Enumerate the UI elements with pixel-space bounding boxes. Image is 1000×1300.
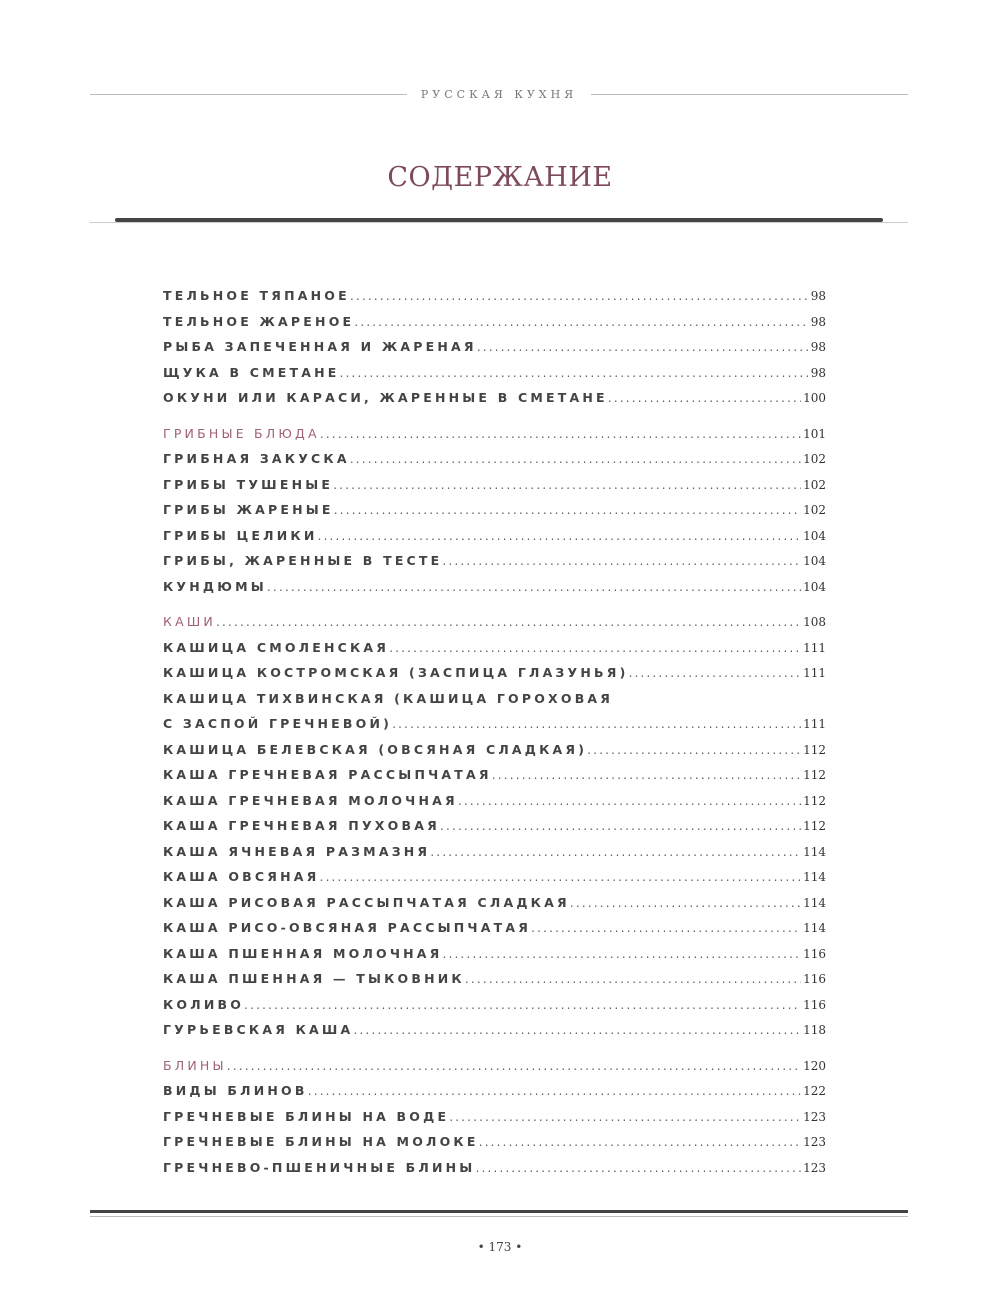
toc-entry[interactable] (163, 502, 826, 528)
dot-leader (475, 1160, 801, 1175)
entry-page: 112 (803, 742, 826, 757)
toc-entry[interactable] (163, 451, 826, 477)
dot-leader (430, 844, 801, 859)
toc-entry[interactable] (163, 946, 826, 972)
entry-page: 123 (803, 1135, 826, 1149)
entry-title: БЛИНЫ (163, 1057, 227, 1073)
entry-page: 123 (803, 1109, 826, 1124)
dot-leader (320, 426, 801, 441)
toc-entry[interactable] (163, 1160, 826, 1186)
toc-entry[interactable] (163, 314, 826, 340)
dot-leader (479, 1134, 802, 1149)
entry-page: 114 (803, 921, 826, 935)
running-head-text: РУССКАЯ КУХНЯ (420, 88, 578, 101)
entry-title: КАША ГРЕЧНЕВАЯ ПУХОВАЯ (163, 818, 440, 833)
toc-entry[interactable] (163, 665, 826, 691)
entry-page: 112 (803, 768, 826, 782)
dot-leader (628, 665, 801, 680)
entry-page: 111 (803, 717, 826, 731)
entry-page: 100 (803, 391, 826, 405)
dot-leader (477, 339, 809, 354)
dot-leader (389, 640, 801, 655)
toc-entry[interactable] (163, 1083, 826, 1109)
page-number: • 173 • (477, 1240, 523, 1254)
entry-title: КАША ПШЕННАЯ — ТЫКОВНИК (163, 971, 465, 986)
toc-entry[interactable] (163, 640, 826, 666)
entry-title: КАША ЯЧНЕВАЯ РАЗМАЗНЯ (163, 843, 431, 859)
entry-title: ТЕЛЬНОЕ ЖАРЕНОЕ (163, 313, 355, 329)
entry-page: 108 (803, 615, 826, 629)
entry-page: 104 (803, 554, 826, 568)
entry-page: 118 (803, 1023, 826, 1037)
entry-title: КАША ГРЕЧНЕВАЯ РАССЫПЧАТАЯ (163, 767, 492, 782)
entry-page: 112 (803, 819, 826, 833)
running-head (90, 88, 908, 101)
entry-page: 98 (810, 340, 826, 354)
dot-leader (354, 314, 808, 329)
toc-entry[interactable] (163, 971, 826, 997)
entry-title: ГРЕЧНЕВО-ПШЕНИЧНЫЕ БЛИНЫ (163, 1159, 476, 1175)
divider (90, 1216, 908, 1217)
dot-leader (244, 997, 801, 1012)
entry-page: 116 (803, 946, 826, 961)
dot-leader (317, 528, 801, 543)
entry-title: КАШИЦА ТИХВИНСКАЯ (КАШИЦА ГОРОХОВАЯ (163, 690, 614, 706)
dot-leader (570, 895, 801, 910)
toc-entry[interactable] (163, 818, 826, 844)
entry-title: КАША РИСОВАЯ РАССЫПЧАТАЯ СЛАДКАЯ (163, 894, 570, 910)
entry-title: ГУРЬЕВСКАЯ КАША (163, 1022, 354, 1037)
entry-title: КАШИЦА КОСТРОМСКАЯ (ЗАСПИЦА ГЛАЗУНЬЯ) (163, 665, 629, 680)
toc-entry[interactable] (163, 920, 826, 946)
toc-entry[interactable] (163, 365, 826, 391)
dot-leader (465, 971, 801, 986)
entry-page: 122 (803, 1084, 826, 1098)
dot-leader (339, 365, 808, 380)
entry-title: ТЕЛЬНОЕ ТЯПАНОЕ (163, 288, 350, 303)
entry-page: 116 (803, 997, 826, 1012)
dot-leader (350, 288, 809, 303)
toc-entry[interactable] (163, 742, 826, 768)
dot-leader (492, 767, 801, 782)
toc-entry[interactable] (163, 767, 826, 793)
entry-page: 104 (803, 579, 826, 594)
dot-leader (440, 818, 801, 833)
entry-page: 114 (803, 895, 826, 910)
entry-page: 116 (803, 972, 826, 986)
entry-title: ЩУКА В СМЕТАНЕ (163, 364, 340, 380)
toc-entry[interactable] (163, 716, 826, 742)
toc-section[interactable] (163, 1058, 826, 1084)
entry-title: ГРИБЫ ЦЕЛИКИ (163, 527, 318, 543)
entry-page: 104 (803, 528, 826, 543)
toc-entry[interactable] (163, 1022, 826, 1048)
entry-page: 123 (803, 1160, 826, 1175)
dot-leader (443, 946, 802, 961)
table-of-contents (163, 288, 826, 1185)
entry-page: 114 (803, 870, 826, 884)
entry-title: ОКУНИ ИЛИ КАРАСИ, ЖАРЕННЫЕ В СМЕТАНЕ (163, 390, 608, 405)
entry-page: 112 (803, 793, 826, 808)
toc-entry[interactable] (163, 1134, 826, 1160)
dot-leader (334, 502, 801, 517)
toc-entry[interactable] (163, 579, 826, 605)
entry-title: КОЛИВО (163, 996, 245, 1012)
dot-leader (350, 451, 801, 466)
divider (90, 1210, 908, 1213)
entry-title: КАША РИСО-ОВСЯНАЯ РАССЫПЧАТАЯ (163, 920, 532, 935)
entry-page: 102 (803, 503, 826, 517)
dot-leader (458, 793, 801, 808)
toc-entry[interactable] (163, 793, 826, 819)
toc-entry[interactable] (163, 553, 826, 579)
entry-page: 98 (810, 314, 826, 329)
toc-section[interactable] (163, 426, 826, 452)
dot-leader (449, 1109, 801, 1124)
divider (90, 94, 407, 95)
dot-leader (442, 553, 801, 568)
entry-page: 111 (803, 666, 826, 680)
toc-entry[interactable] (163, 869, 826, 895)
toc-entry[interactable] (163, 477, 826, 503)
toc-entry[interactable] (163, 844, 826, 870)
entry-page: 114 (803, 844, 826, 859)
toc-entry[interactable] (163, 1109, 826, 1135)
entry-title: ГРИБЫ ТУШЕНЫЕ (163, 476, 334, 492)
dot-leader (216, 614, 801, 629)
page-title: СОДЕРЖАНИЕ (387, 162, 613, 193)
toc-entry[interactable] (163, 528, 826, 554)
toc-section[interactable] (163, 614, 826, 640)
entry-page: 98 (810, 289, 826, 303)
entry-title: КАШИ (163, 614, 216, 629)
dot-leader (227, 1058, 801, 1073)
dot-leader (392, 716, 801, 731)
entry-title: ГРЕЧНЕВЫЕ БЛИНЫ НА МОЛОКЕ (163, 1134, 479, 1149)
entry-page: 111 (803, 640, 826, 655)
dot-leader (587, 742, 801, 757)
dot-leader (333, 477, 801, 492)
dot-leader (353, 1022, 801, 1037)
dot-leader (608, 390, 801, 405)
entry-title: КУНДЮМЫ (163, 578, 267, 594)
entry-page: 101 (803, 426, 826, 441)
entry-page: 102 (803, 477, 826, 492)
dot-leader (531, 920, 801, 935)
entry-title: РЫБА ЗАПЕЧЕННАЯ И ЖАРЕНАЯ (163, 339, 477, 354)
dot-leader (308, 1083, 801, 1098)
toc-entry[interactable] (163, 895, 826, 921)
entry-title: КАШИЦА СМОЛЕНСКАЯ (163, 639, 390, 655)
entry-title: ГРИБЫ, ЖАРЕННЫЕ В ТЕСТЕ (163, 553, 443, 568)
entry-title: КАША ОВСЯНАЯ (163, 869, 320, 884)
entry-page: 102 (803, 452, 826, 466)
toc-entry[interactable] (163, 691, 826, 717)
toc-entry[interactable] (163, 288, 826, 314)
entry-page: 120 (803, 1058, 826, 1073)
entry-page: 98 (810, 365, 826, 380)
entry-title: ГРИБНАЯ ЗАКУСКА (163, 451, 350, 466)
entry-title: ГРИБЫ ЖАРЕНЫЕ (163, 502, 334, 517)
entry-title: ГРИБНЫЕ БЛЮДА (163, 425, 320, 441)
entry-title: КАШИЦА БЕЛЕВСКАЯ (ОВСЯНАЯ СЛАДКАЯ) (163, 741, 588, 757)
toc-entry[interactable] (163, 997, 826, 1023)
entry-title: С ЗАСПОЙ ГРЕЧНЕВОЙ) (163, 716, 393, 731)
dot-leader (319, 869, 801, 884)
toc-entry[interactable] (163, 339, 826, 365)
toc-entry[interactable] (163, 390, 826, 416)
dot-leader (267, 579, 801, 594)
entry-title: ГРЕЧНЕВЫЕ БЛИНЫ НА ВОДЕ (163, 1108, 450, 1124)
entry-title: КАША ГРЕЧНЕВАЯ МОЛОЧНАЯ (163, 792, 458, 808)
entry-title: ВИДЫ БЛИНОВ (163, 1083, 308, 1098)
entry-title: КАША ПШЕННАЯ МОЛОЧНАЯ (163, 945, 443, 961)
divider (591, 94, 908, 95)
divider (90, 222, 908, 223)
